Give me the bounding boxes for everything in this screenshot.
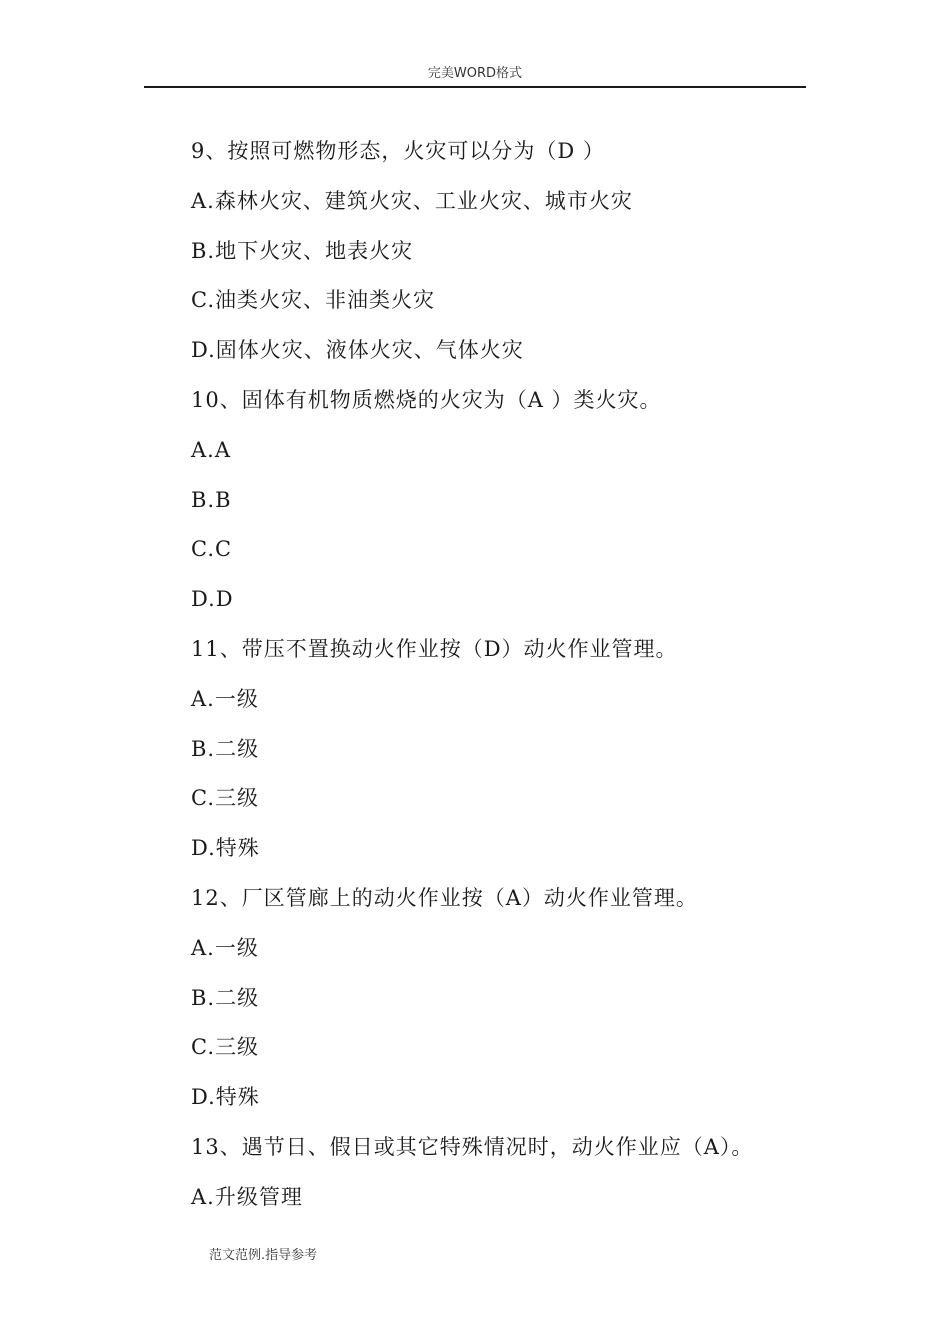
answer-option: A.一级	[191, 935, 259, 960]
answer-option: D.特殊	[191, 1085, 260, 1110]
question-stem: 9、按照可燃物形态，火灾可以分为（D ）	[191, 139, 605, 163]
answer-option: A.升级管理	[191, 1184, 303, 1209]
answer-option: A.A	[191, 437, 232, 462]
answer-option: D.D	[191, 587, 234, 612]
answer-option: C.三级	[191, 786, 259, 811]
page-footer: 范文范例.指导参考	[209, 1248, 318, 1263]
header-text: 完美WORD格式	[427, 66, 523, 81]
answer-option: B.地下火灾、地表火灾	[191, 238, 414, 263]
document-body	[191, 131, 801, 1227]
answer-option: D.特殊	[191, 836, 260, 861]
question-stem: 11、带压不置换动火作业按（D）动火作业管理。	[191, 636, 678, 661]
answer-option: B.二级	[191, 736, 260, 761]
answer-option: C.油类火灾、非油类火灾	[191, 288, 435, 313]
answer-option: C.三级	[191, 1035, 259, 1060]
answer-option: A.森林火灾、建筑火灾、工业火灾、城市火灾	[191, 188, 633, 213]
question-stem: 12、厂区管廊上的动火作业按（A）动火作业管理。	[191, 885, 698, 910]
answer-option: A.一级	[191, 686, 259, 711]
page-header	[144, 62, 806, 88]
answer-option: D.固体火灾、液体火灾、气体火灾	[191, 338, 524, 363]
answer-option: B.二级	[191, 985, 260, 1010]
answer-option: C.C	[191, 537, 233, 562]
question-stem: 13、遇节日、假日或其它特殊情况时，动火作业应（A）。	[191, 1134, 754, 1159]
answer-option: B.B	[191, 487, 232, 512]
question-stem: 10、固体有机物质燃烧的火灾为（A ）类火灾。	[191, 387, 662, 412]
